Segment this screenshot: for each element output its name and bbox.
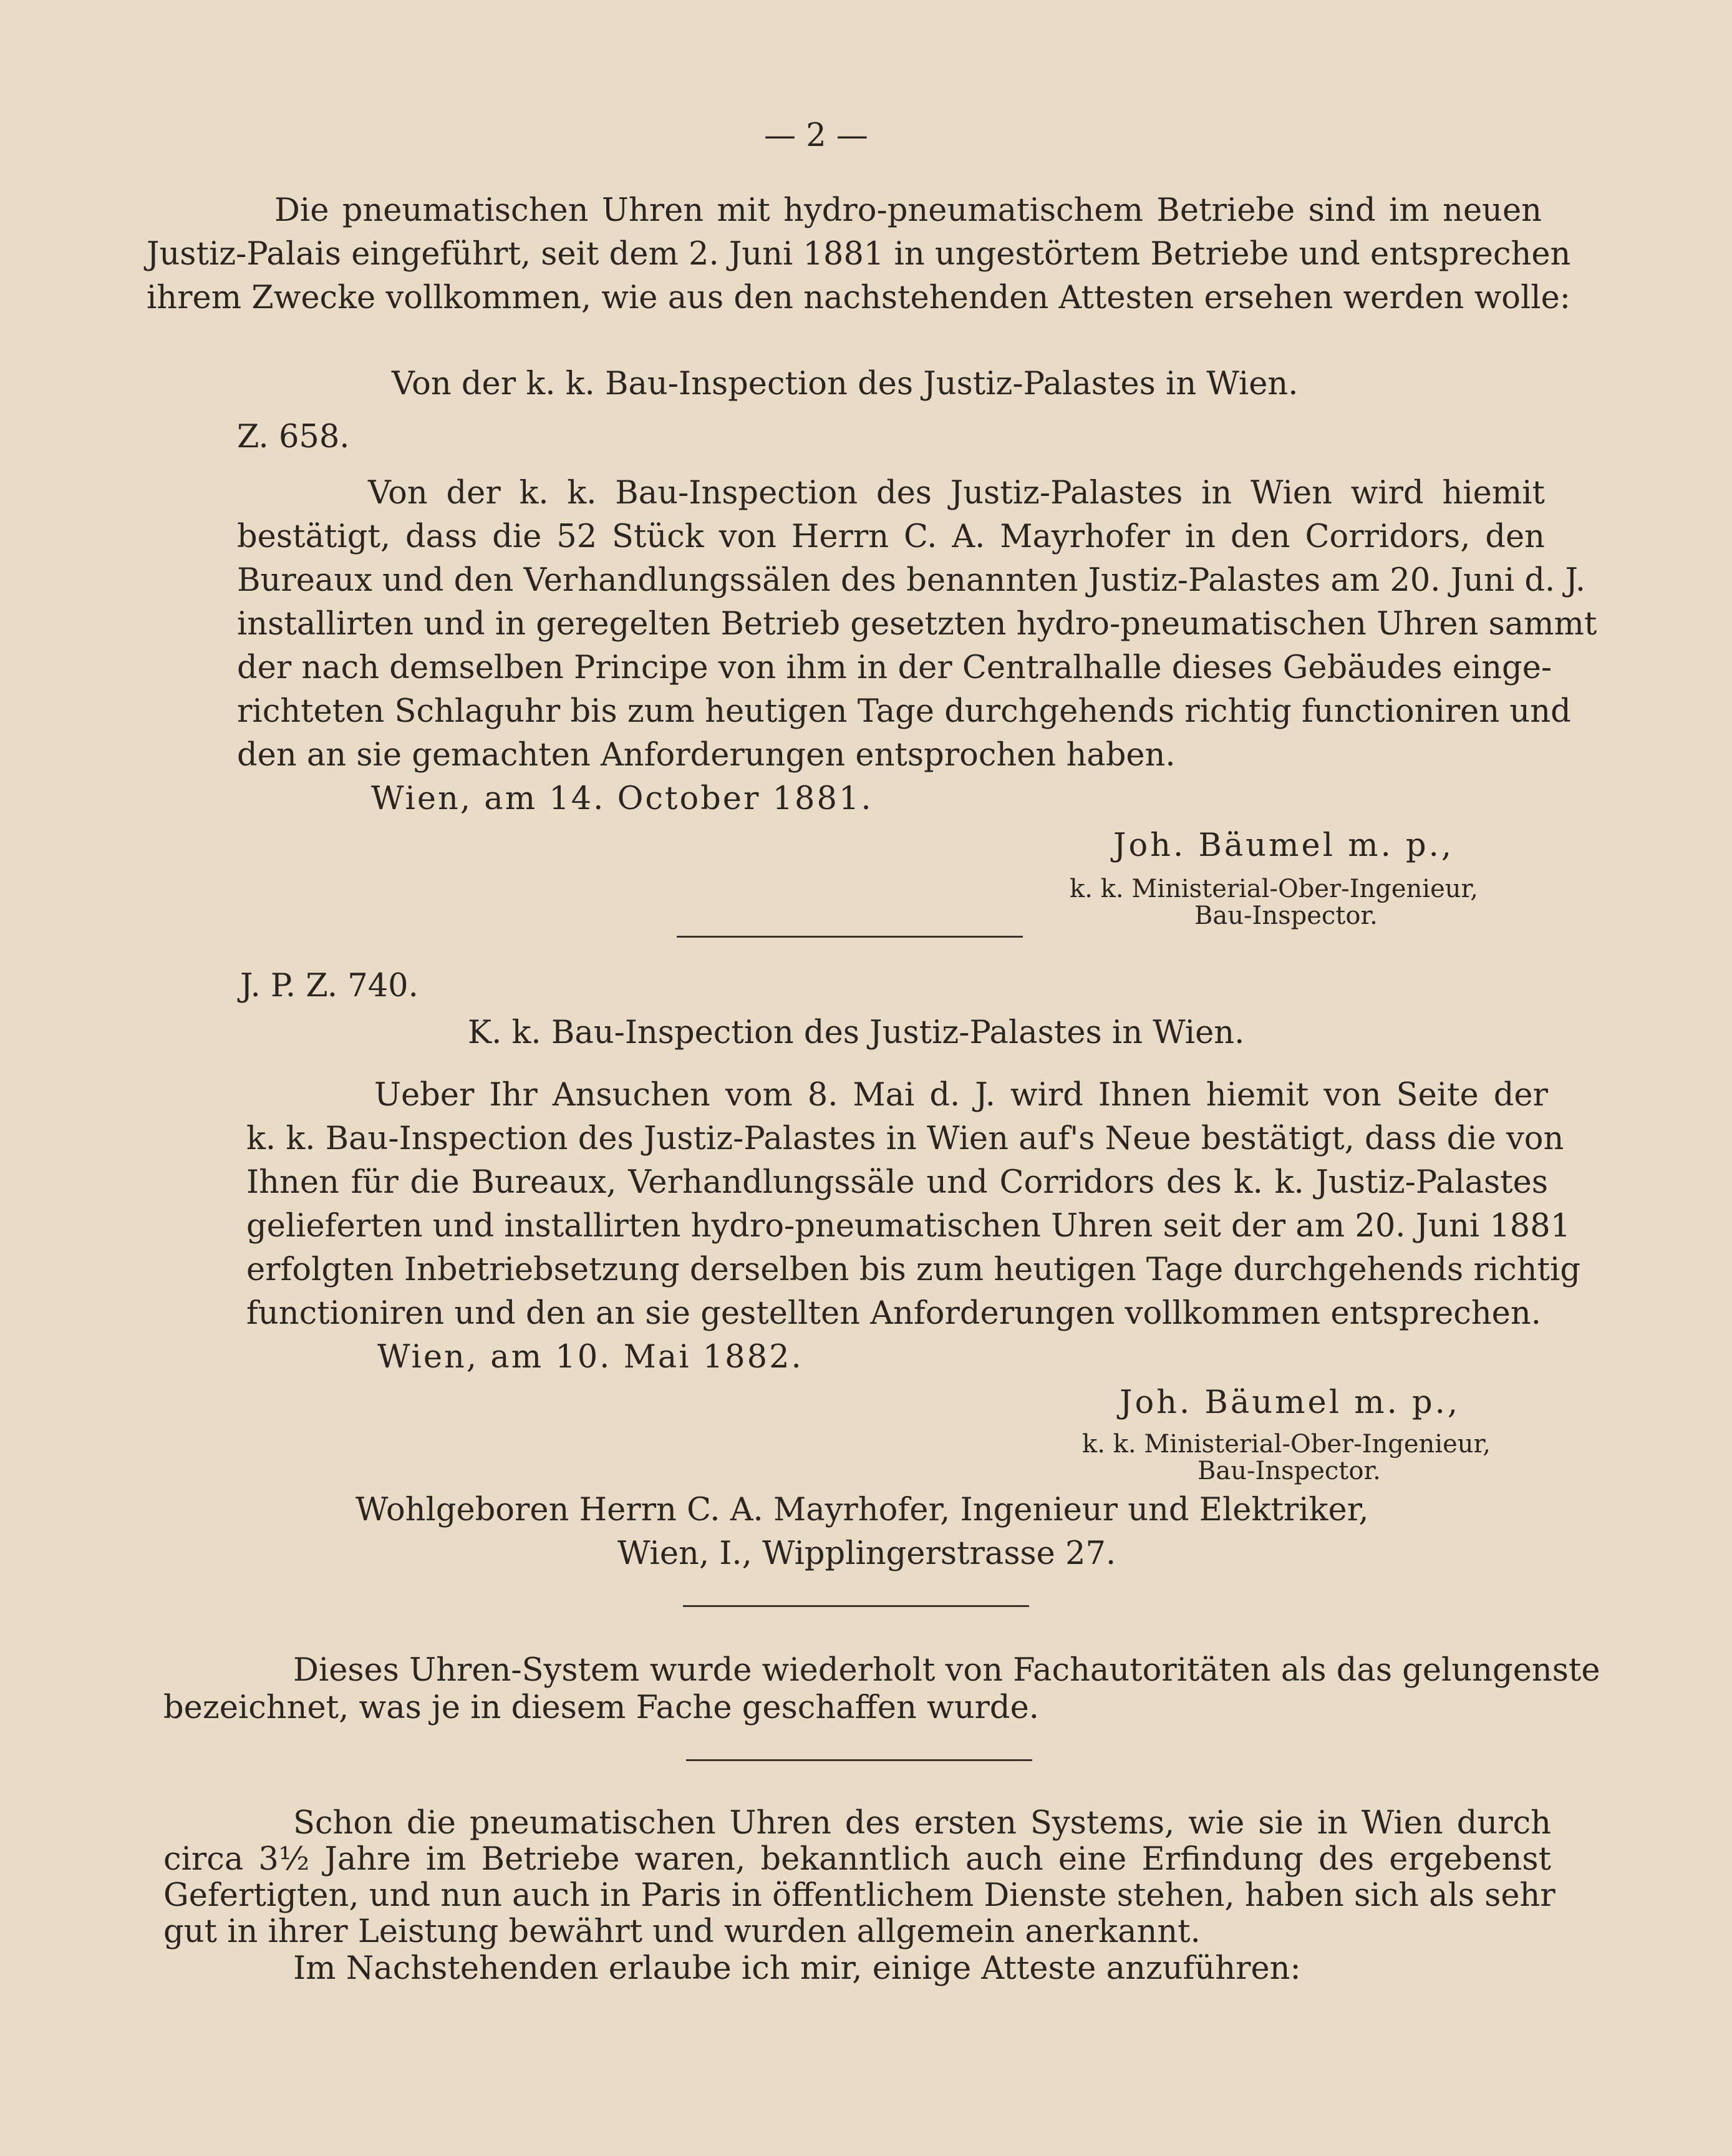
- section-divider: [683, 1605, 1029, 1607]
- attest1-line: Von der k. k. Bau-Inspection des Justiz-Palastes in Wien wird hiemit: [368, 475, 1545, 512]
- attest1-line: richteten Schlaguhr bis zum heutigen Tage durchgehends richtig functioniren und: [237, 693, 1571, 730]
- intro-line: ihrem Zwecke vollkommen, wie aus den nachstehenden Attesten ersehen werden wolle:: [147, 279, 1570, 316]
- attest1-line: Bureaux und den Verhandlungssälen des benannten Justiz-Palastes am 20. Juni d. J.: [237, 562, 1586, 599]
- attest1-line: bestätigt, dass die 52 Stück von Herrn C. A. Mayrhofer in den Corridors, den: [237, 518, 1545, 555]
- attest2-line: Ueber Ihr Ansuchen vom 8. Mai d. J. wird Ihnen hiemit von Seite der: [374, 1077, 1548, 1114]
- attest1-line: den an sie gemachten Anforderungen entsprochen haben.: [237, 737, 1176, 774]
- attest1-line: installirten und in geregelten Betrieb gesetzten hydro-pneumatischen Uhren sammt: [237, 606, 1597, 643]
- attest2-signature: Joh. Bäumel m. p.,: [1120, 1384, 1461, 1421]
- system-note-line: Dieses Uhren-System wurde wiederholt von Fachautoritäten als das gelungenste: [293, 1652, 1600, 1689]
- attest1-title: k. k. Ministerial-Ober-Ingenieur,: [1070, 875, 1478, 903]
- attest2-line: functioniren und den an sie gestellten Anforderungen vollkommen entsprechen.: [246, 1295, 1541, 1332]
- closing-line: circa 3½ Jahre im Betriebe waren, bekanntlich auch eine Erfindung des ergebenst: [163, 1841, 1551, 1878]
- section-divider: [677, 936, 1023, 938]
- closing-line: Gefertigten, und nun auch in Paris in öffentlichem Dienste stehen, haben sich als sehr: [163, 1877, 1555, 1914]
- attest2-line: erfolgten Inbetriebsetzung derselben bis zum heutigen Tage durchgehends richtig: [246, 1251, 1580, 1288]
- attest2-title: k. k. Ministerial-Ober-Ingenieur,: [1082, 1430, 1491, 1459]
- attest2-address: Wien, I., Wipplingerstrasse 27.: [617, 1535, 1116, 1572]
- attest2-date: Wien, am 10. Mai 1882.: [377, 1339, 803, 1376]
- attest2-title: Bau-Inspector.: [1197, 1457, 1381, 1485]
- intro-line: Justiz-Palais eingeführt, seit dem 2. Juni 1881 in ungestörtem Betriebe und entsprechen: [147, 236, 1571, 273]
- attest2-address: Wohlgeboren Herrn C. A. Mayrhofer, Ingenieur und Elektriker,: [356, 1492, 1369, 1528]
- attest1-ref: Z. 658.: [237, 419, 350, 455]
- system-note-line: bezeichnet, was je in diesem Fache geschaffen wurde.: [163, 1689, 1039, 1726]
- intro-line: Die pneumatischen Uhren mit hydro-pneumatischem Betriebe sind im neuen: [274, 192, 1542, 229]
- attest1-signature: Joh. Bäumel m. p.,: [1113, 827, 1454, 864]
- attest2-line: Ihnen für die Bureaux, Verhandlungssäle und Corridors des k. k. Justiz-Palastes: [246, 1164, 1548, 1201]
- page-number: — 2 —: [764, 117, 868, 154]
- attest2-ref: J. P. Z. 740.: [240, 968, 418, 1004]
- attest1-heading: Von der k. k. Bau-Inspection des Justiz-Palastes in Wien.: [392, 366, 1299, 402]
- closing-line: gut in ihrer Leistung bewährt und wurden allgemein anerkannt.: [163, 1913, 1201, 1950]
- attest2-line: k. k. Bau-Inspection des Justiz-Palastes in Wien auf's Neue bestätigt, dass die von: [246, 1120, 1564, 1157]
- attest1-title: Bau-Inspector.: [1194, 901, 1378, 930]
- attest2-line: gelieferten und installirten hydro-pneumatischen Uhren seit der am 20. Juni 1881: [246, 1208, 1571, 1245]
- attest2-heading: K. k. Bau-Inspection des Justiz-Palastes in Wien.: [468, 1014, 1245, 1051]
- section-divider: [686, 1759, 1032, 1761]
- closing-line: Im Nachstehenden erlaube ich mir, einige Atteste anzuführen:: [293, 1950, 1301, 1987]
- attest1-line: der nach demselben Principe von ihm in der Centralhalle dieses Gebäudes einge-: [237, 649, 1552, 686]
- attest1-date: Wien, am 14. October 1881.: [371, 780, 873, 817]
- closing-line: Schon die pneumatischen Uhren des ersten Systems, wie sie in Wien durch: [293, 1805, 1551, 1842]
